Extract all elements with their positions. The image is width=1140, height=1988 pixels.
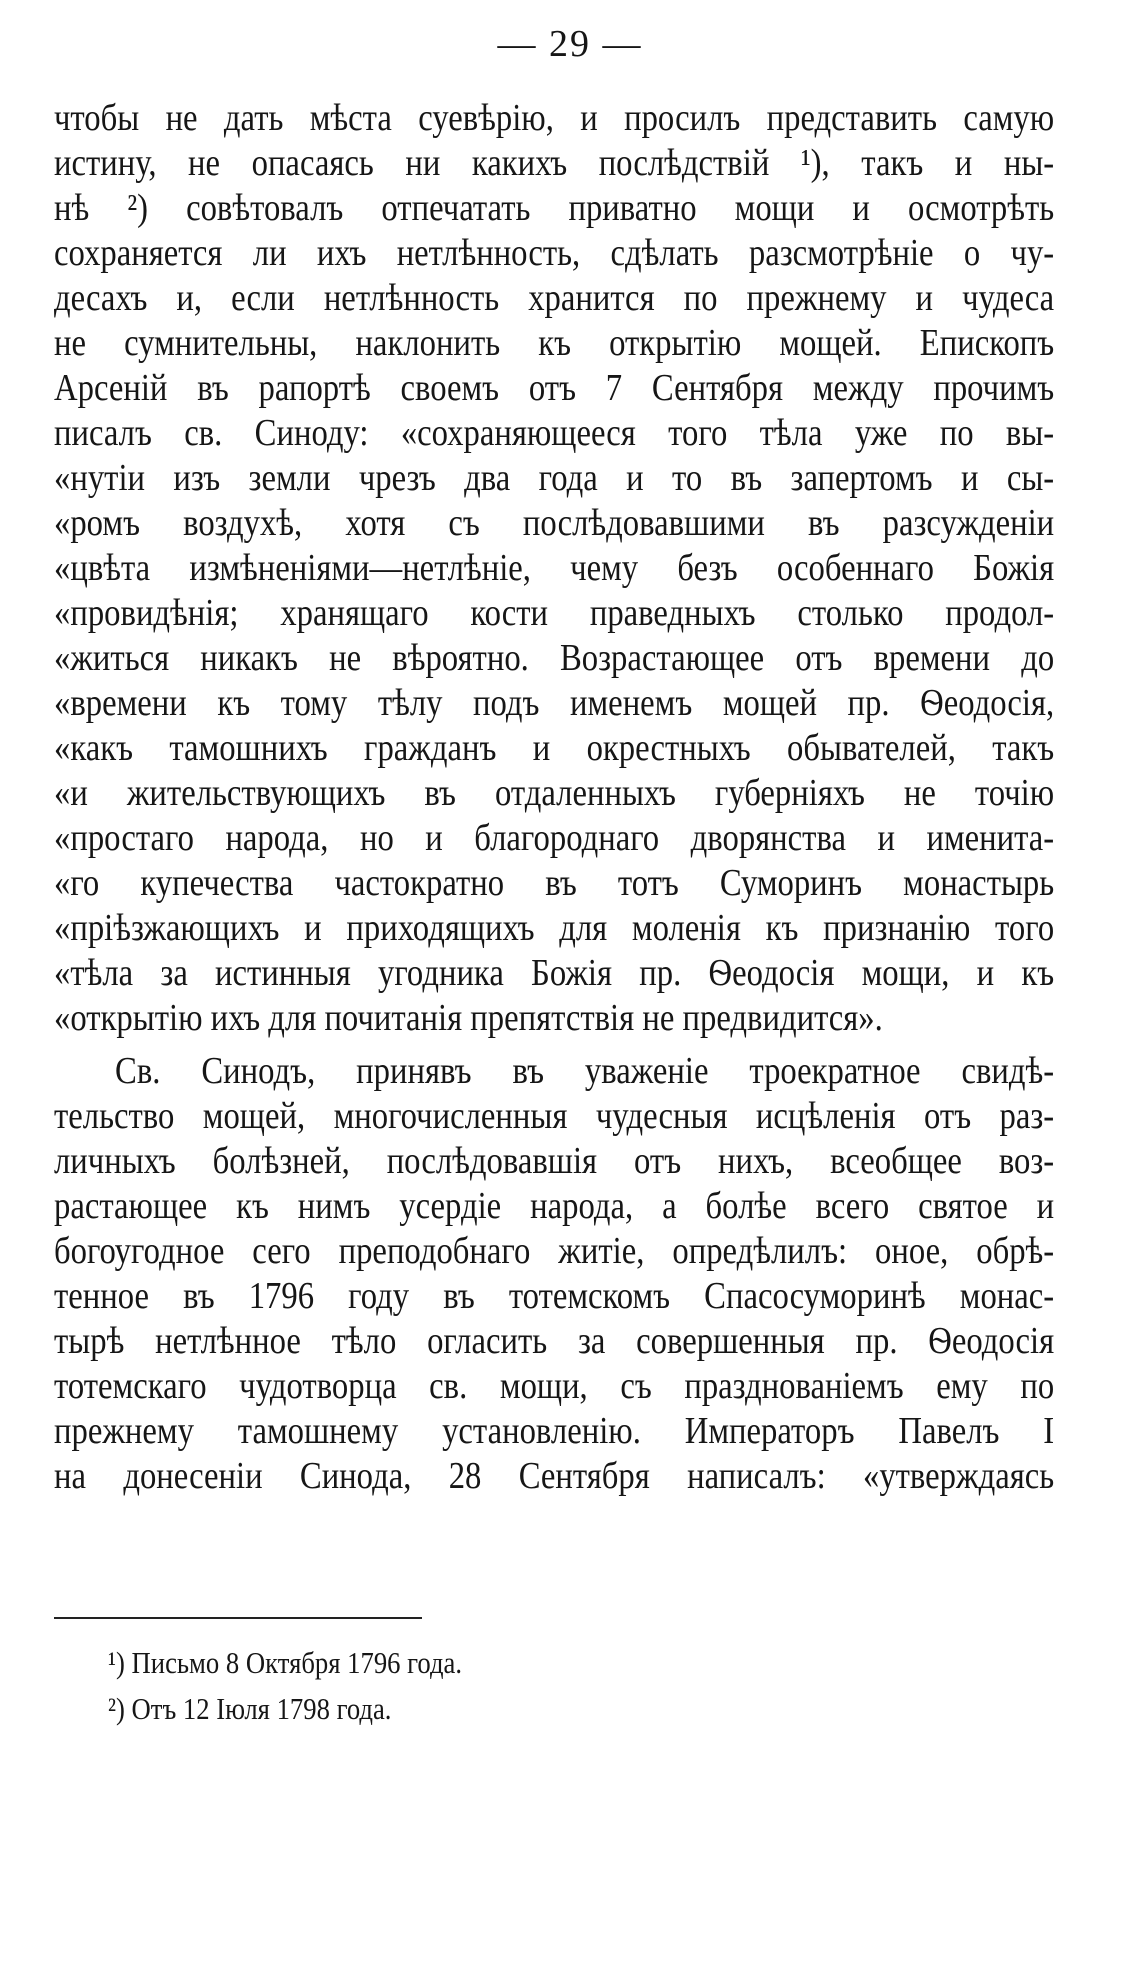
text-line: богоугодное сего преподобнаго житіе, опредѣлилъ: оное, обрѣ- (54, 1230, 1055, 1272)
paragraph-1 (54, 96, 1054, 1041)
text-line: «го купечества частократно въ тотъ Суморинъ монастырь (54, 862, 1055, 904)
text-line: Арсеній въ рапортѣ своемъ отъ 7 Сентября между прочимъ (54, 367, 1055, 409)
text-line: Св. Синодъ, принявъ въ уваженіе троекратное свидѣ- (115, 1050, 1055, 1092)
text-line: «тѣла за истинныя угодника Божія пр. Ѳеодосія мощи, и къ (54, 952, 1055, 994)
text-line: чтобы не дать мѣста суевѣрію, и просилъ представить самую (54, 97, 1055, 139)
text-line: «простаго народа, но и благороднаго дворянства и именита- (54, 817, 1055, 859)
text-line: нѣ ²) совѣтовалъ отпечатать приватно мощи и осмотрѣть (54, 187, 1055, 229)
footnotes (108, 1640, 1008, 1732)
text-line: тенное въ 1796 году въ тотемскомъ Спасосуморинѣ монас- (54, 1275, 1055, 1317)
text-line: «житься никакъ не вѣроятно. Возрастающее отъ времени до (54, 637, 1055, 679)
text-line: тырѣ нетлѣнное тѣло огласить за совершенныя пр. Ѳеодосія (54, 1320, 1055, 1362)
text-line: не сумнительны, наклонить къ открытію мощей. Епископъ (54, 322, 1055, 364)
main-text (54, 96, 1054, 1499)
footnote-1 (108, 1640, 882, 1686)
page-number: — 29 — (497, 23, 643, 65)
text-line: истину, не опасаясь ни какихъ послѣдствій ¹), такъ и ны- (54, 142, 1055, 184)
text-line: тельство мощей, многочисленныя чудесныя исцѣленія отъ раз- (54, 1095, 1055, 1137)
text-line: «цвѣта измѣненіями—нетлѣніе, чему безъ особеннаго Божія (54, 547, 1055, 589)
text-line: «открытію ихъ для почитанія препятствія не предвидится». (54, 997, 883, 1039)
text-line: писалъ св. Синоду: «сохраняющееся того тѣла уже по вы- (54, 412, 1055, 454)
text-line: «времени къ тому тѣлу подъ именемъ мощей пр. Ѳеодосія, (54, 682, 1055, 724)
text-line: «и жительствующихъ въ отдаленныхъ губерніяхъ не точію (54, 772, 1055, 814)
text-line: тотемскаго чудотворца св. мощи, съ празднованіемъ ему по (54, 1365, 1055, 1407)
footnote-text: Письмо 8 Октября 1796 года. (124, 1645, 463, 1680)
footnote-mark: ²) (108, 1691, 125, 1726)
text-line: «пріѣзжающихъ и приходящихъ для моленія къ признанію того (54, 907, 1055, 949)
text-line: на донесеніи Синода, 28 Сентября написалъ: «утверждаясь (54, 1455, 1055, 1497)
footnote-text: Отъ 12 Іюля 1798 года. (124, 1691, 392, 1726)
paragraph-2 (54, 1049, 1054, 1499)
footnote-divider (54, 1617, 422, 1619)
footnote-mark: ¹) (108, 1645, 125, 1680)
text-line: прежнему тамошнему установленію. Императоръ Павелъ I (54, 1410, 1055, 1452)
text-line: «нутіи изъ земли чрезъ два года и то въ запертомъ и сы- (54, 457, 1055, 499)
text-line: «провидѣнія; хранящаго кости праведныхъ столько продол- (54, 592, 1055, 634)
text-line: сохраняется ли ихъ нетлѣнность, сдѣлать разсмотрѣніе о чу- (54, 232, 1055, 274)
text-line: «какъ тамошнихъ гражданъ и окрестныхъ обывателей, такъ (54, 727, 1055, 769)
text-line: растающее къ нимъ усердіе народа, а болѣе всего святое и (54, 1185, 1055, 1227)
text-line: десахъ и, если нетлѣнность хранится по прежнему и чудеса (54, 277, 1055, 319)
footnote-2 (108, 1686, 882, 1732)
text-line: личныхъ болѣзней, послѣдовавшія отъ нихъ, всеобщее воз- (54, 1140, 1055, 1182)
text-line: «ромъ воздухѣ, хотя съ послѣдовавшими въ разсужденіи (54, 502, 1055, 544)
paragraph-gap (54, 1041, 1054, 1049)
